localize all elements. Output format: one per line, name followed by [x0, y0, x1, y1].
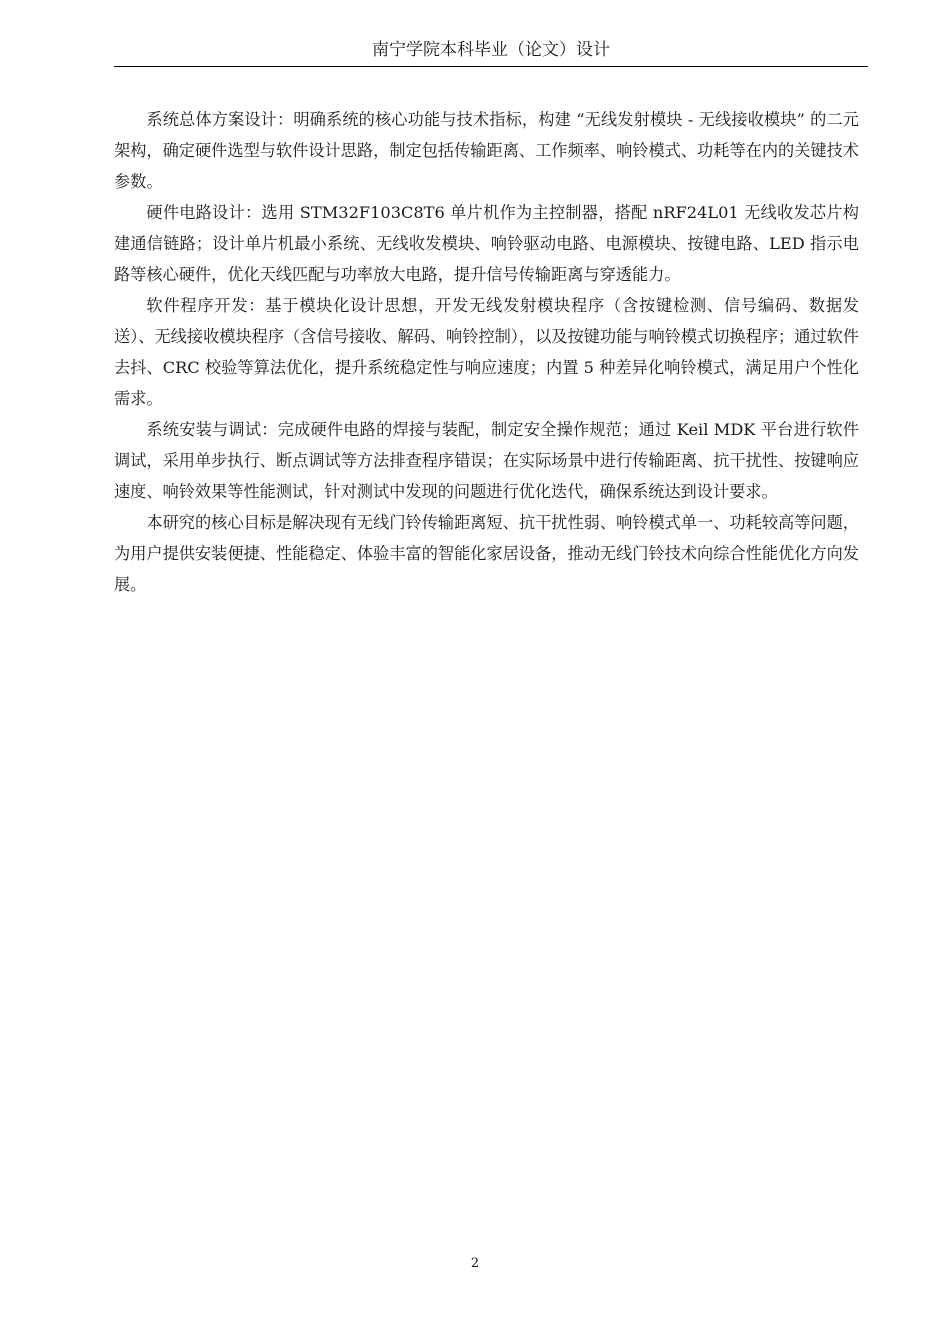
header-title: 南宁学院本科毕业（论文）设计 — [372, 40, 610, 60]
page-number: 2 — [470, 1256, 480, 1271]
paragraph-system-design: 系统总体方案设计：明确系统的核心功能与技术指标，构建 “无线发射模块 - 无线接收模块” 的二元架构，确定硬件选型与软件设计思路，制定包括传输距离、工作频率、响铃模式、功耗等在内的关键技术参数。 — [114, 110, 859, 191]
paragraph-hardware-design: 硬件电路设计：选用 STM32F103C8T6 单片机作为主控制器，搭配 nRF24L01 无线收发芯片构建通信链路；设计单片机最小系统、无线收发模块、响铃驱动电路、电源模块、按键电路、LED 指示电路等核心硬件，优化天线匹配与功率放大电路，提升信号传输距离与穿透能力。 — [114, 203, 859, 284]
paragraph-research-goal: 本研究的核心目标是解决现有无线门铃传输距离短、抗干扰性弱、响铃模式单一、功耗较高等问题，为用户提供安装便捷、性能稳定、体验丰富的智能化家居设备，推动无线门铃技术向综合性能优化方向发展。 — [114, 513, 859, 594]
body-text — [114, 104, 859, 600]
paragraph-installation-debugging: 系统安装与调试：完成硬件电路的焊接与装配，制定安全操作规范；通过 Keil MDK 平台进行软件调试，采用单步执行、断点调试等方法排查程序错误；在实际场景中进行传输距离、抗干扰性、按键响应速度、响铃效果等性能测试，针对测试中发现的问题进行优化迭代，确保系统达到设计要求。 — [114, 420, 859, 501]
page-header — [114, 38, 868, 67]
paragraph-software-development: 软件程序开发：基于模块化设计思想，开发无线发射模块程序（含按键检测、信号编码、数据发送）、无线接收模块程序（含信号接收、解码、响铃控制），以及按键功能与响铃模式切换程序；通过软件去抖、CRC 校验等算法优化，提升系统稳定性与响应速度；内置 5 种差异化响铃模式，满足用户个性化需求。 — [114, 296, 859, 408]
